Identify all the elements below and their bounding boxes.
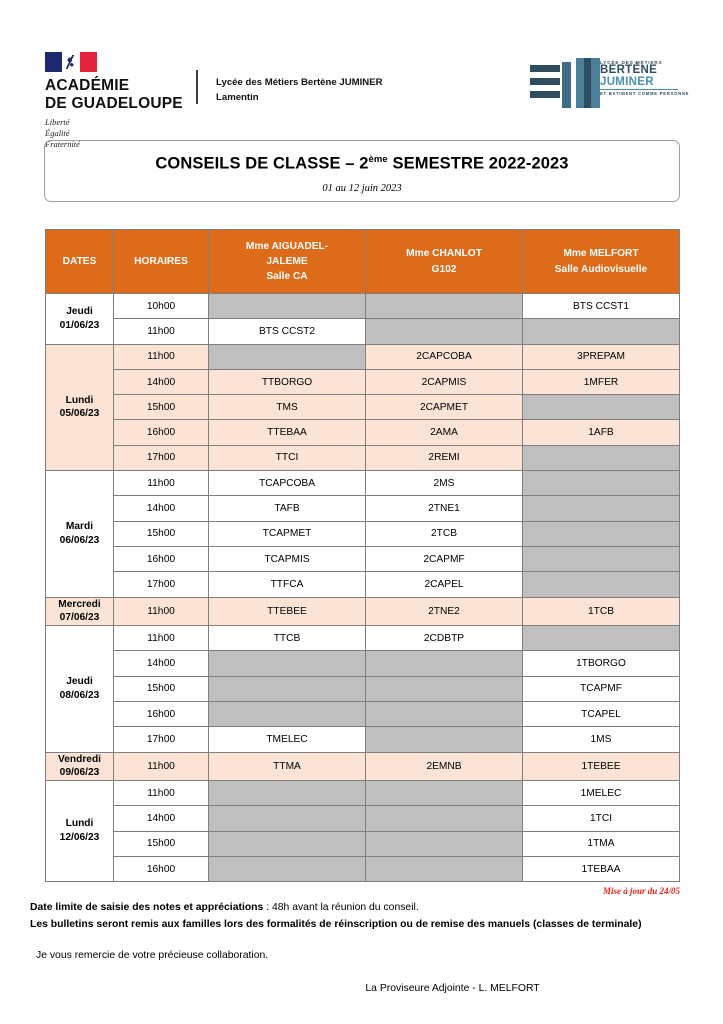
school-logo [530,58,690,114]
aiguadel-line1: Mme AIGUADEL- [245,240,329,252]
table-row [46,676,680,701]
table-row [46,546,680,571]
class-cell [366,294,523,319]
update-note: Mise à jour du 24/05 [602,886,680,896]
date-cell [46,344,114,470]
page-title [45,154,679,174]
deadline-line [30,900,695,917]
time-cell: 15h00 [114,831,209,856]
schedule-table [45,229,680,882]
date-number: 09/06/23 [59,767,100,779]
date-cell [46,781,114,882]
class-cell: 1MS [523,727,680,752]
class-cell [523,626,680,651]
column-header-melfort [523,230,680,294]
table-row [46,445,680,470]
class-cell: 1TEBAA [523,857,680,882]
class-cell [209,294,366,319]
logo-top-text: LYCÉE DES MÉTIERS [600,60,663,65]
date-day: Mercredi [58,598,101,610]
time-cell: 10h00 [114,294,209,319]
date-day: Jeudi [66,676,93,688]
logo-rule [600,89,678,90]
time-cell: 14h00 [114,369,209,394]
class-cell: 2TNE1 [366,496,523,521]
establishment-line1: Lycée des Métiers Bertène JUMINER [216,77,383,88]
class-cell: 2EMNB [366,752,523,781]
class-cell: 1AFB [523,420,680,445]
title-prefix: CONSEILS DE CLASSE – 2 [155,154,369,173]
class-cell: TTEBEE [209,597,366,626]
class-cell: TMELEC [209,727,366,752]
class-cell: 2CDBTP [366,626,523,651]
class-cell: TTCB [209,626,366,651]
date-day: Mardi [65,521,94,533]
class-cell: 1MFER [523,369,680,394]
class-cell [366,857,523,882]
academy-name-line2: DE GUADELOUPE [45,94,183,112]
table-row [46,294,680,319]
column-header-chanlot [366,230,523,294]
date-cell [46,597,114,626]
logo-building-icon [530,62,574,108]
title-ordinal-suffix: ème [368,154,388,165]
class-cell [523,395,680,420]
class-cell [366,781,523,806]
table-row [46,752,680,781]
page-subtitle: 01 au 12 juin 2023 [322,182,402,194]
table-row [46,651,680,676]
header-divider [196,70,198,104]
class-cell [209,806,366,831]
table-row [46,831,680,856]
time-cell: 15h00 [114,521,209,546]
melfort-line1: Mme MELFORT [563,248,639,260]
melfort-line2: Salle Audiovisuelle [554,263,648,275]
bulletins-line: Les bulletins seront remis aux familles lors des formalités de réinscription ou de remise des manuels (classes de terminale) [30,918,642,930]
logo-text [600,60,690,97]
academy-block [45,52,185,150]
time-cell: 17h00 [114,727,209,752]
time-cell: 14h00 [114,496,209,521]
class-cell [366,701,523,726]
class-cell: TTCI [209,445,366,470]
class-cell [366,831,523,856]
chanlot-line2: G102 [431,263,457,275]
time-cell: 11h00 [114,597,209,626]
class-cell: TMS [209,395,366,420]
table-row [46,597,680,626]
table-row [46,521,680,546]
class-cell: BTS CCST1 [523,294,680,319]
class-cell [209,676,366,701]
class-cell [523,496,680,521]
class-cell: 1TCI [523,806,680,831]
class-cell: TTFCA [209,572,366,597]
time-cell: 17h00 [114,445,209,470]
class-cell [209,857,366,882]
time-cell: 11h00 [114,781,209,806]
document-title-box [44,140,680,202]
date-cell [46,752,114,781]
date-day: Jeudi [66,306,93,318]
time-cell: 14h00 [114,806,209,831]
time-cell: 15h00 [114,676,209,701]
date-number: 12/06/23 [59,832,100,844]
motto-fraternite: Fraternité [45,138,80,149]
table-header [46,230,680,294]
class-cell: TCAPCOBA [209,471,366,496]
class-cell [366,806,523,831]
date-cell [46,626,114,752]
class-cell: 2MS [366,471,523,496]
column-header-aiguadel [209,230,366,294]
table-row [46,395,680,420]
class-cell [523,521,680,546]
table-row [46,857,680,882]
academy-name-line1: ACADÉMIE [45,77,130,94]
class-cell: BTS CCST2 [209,319,366,344]
class-cell [366,727,523,752]
table-row [46,496,680,521]
motto-liberte: Liberté [45,116,70,127]
signature-line: La Proviseure Adjointe - L. MELFORT [365,982,540,994]
class-cell: 2CAPMF [366,546,523,571]
class-cell [523,445,680,470]
time-cell: 16h00 [114,701,209,726]
logo-name-line1: BERTÈNE [600,64,658,76]
table-row [46,471,680,496]
time-cell: 16h00 [114,546,209,571]
date-cell [46,471,114,597]
aiguadel-line3: Salle CA [266,271,308,283]
class-cell: TTMA [209,752,366,781]
title-suffix: SEMESTRE 2022-2023 [387,154,569,173]
date-day: Lundi [65,394,94,406]
class-cell [366,651,523,676]
table-row [46,701,680,726]
class-cell: 2TNE2 [366,597,523,626]
class-cell [209,781,366,806]
class-cell: TCAPEL [523,701,680,726]
logo-tagline: ET BATIMENT COMME PERSONNE [600,91,690,97]
date-number: 01/06/23 [59,319,100,331]
class-cell: 1TMA [523,831,680,856]
table-row [46,319,680,344]
time-cell: 11h00 [114,344,209,369]
table-row [46,344,680,369]
column-header-horaires: HORAIRES [114,230,209,294]
time-cell: 17h00 [114,572,209,597]
class-cell [523,546,680,571]
class-cell: 2CAPMIS [366,369,523,394]
table-body [46,294,680,882]
date-number: 06/06/23 [59,534,100,546]
date-number: 07/06/23 [59,612,100,624]
table-row [46,781,680,806]
document-footer [30,900,695,994]
date-day: Vendredi [57,753,102,765]
time-cell: 14h00 [114,651,209,676]
time-cell: 16h00 [114,420,209,445]
table-header-row [46,230,680,294]
date-cell [46,294,114,345]
time-cell: 11h00 [114,471,209,496]
page-header [0,0,723,149]
table-row [46,727,680,752]
class-cell [523,319,680,344]
class-cell: 2CAPMET [366,395,523,420]
deadline-label: Date limite de saisie des notes et appréciations [30,902,264,913]
motto-egalite: Égalité [45,127,70,138]
establishment-line2: Lamentin [216,91,259,103]
class-cell [523,471,680,496]
aiguadel-line2: JALEME [266,255,308,267]
time-cell: 16h00 [114,857,209,882]
date-day: Lundi [65,818,94,830]
class-cell: 2AMA [366,420,523,445]
time-cell: 11h00 [114,626,209,651]
class-cell: 1MELEC [523,781,680,806]
class-cell: TCAPMIS [209,546,366,571]
class-cell [366,676,523,701]
class-cell: 1TCB [523,597,680,626]
logo-tower-icon [576,58,600,108]
chanlot-line1: Mme CHANLOT [406,248,482,260]
class-cell: TTEBAA [209,420,366,445]
class-cell: 2CAPEL [366,572,523,597]
class-cell: TTBORGO [209,369,366,394]
date-number: 05/06/23 [59,408,100,420]
table-row [46,806,680,831]
class-cell: 1TBORGO [523,651,680,676]
date-number: 08/06/23 [59,689,100,701]
thanks-line: Je vous remercie de votre précieuse collaboration. [36,949,269,961]
class-cell [209,701,366,726]
class-cell [209,344,366,369]
class-cell: TAFB [209,496,366,521]
class-cell: TCAPMF [523,676,680,701]
deadline-value: : 48h avant la réunion du conseil. [263,902,419,913]
table-row [46,572,680,597]
class-cell: TCAPMET [209,521,366,546]
class-cell [523,572,680,597]
class-cell: 2CAPCOBA [366,344,523,369]
french-flag-marianne-icon [45,52,97,72]
logo-name-line2: JUMINER [600,75,654,88]
time-cell: 15h00 [114,395,209,420]
class-cell: 1TEBEE [523,752,680,781]
class-cell [366,319,523,344]
table-row [46,626,680,651]
column-header-dates: DATES [46,230,114,294]
class-cell: 2TCB [366,521,523,546]
time-cell: 11h00 [114,319,209,344]
class-cell [209,831,366,856]
time-cell: 11h00 [114,752,209,781]
academy-name [45,77,185,113]
class-cell: 2REMI [366,445,523,470]
establishment-name [216,76,383,106]
class-cell: 3PREPAM [523,344,680,369]
class-cell [209,651,366,676]
table-row [46,369,680,394]
table-row [46,420,680,445]
